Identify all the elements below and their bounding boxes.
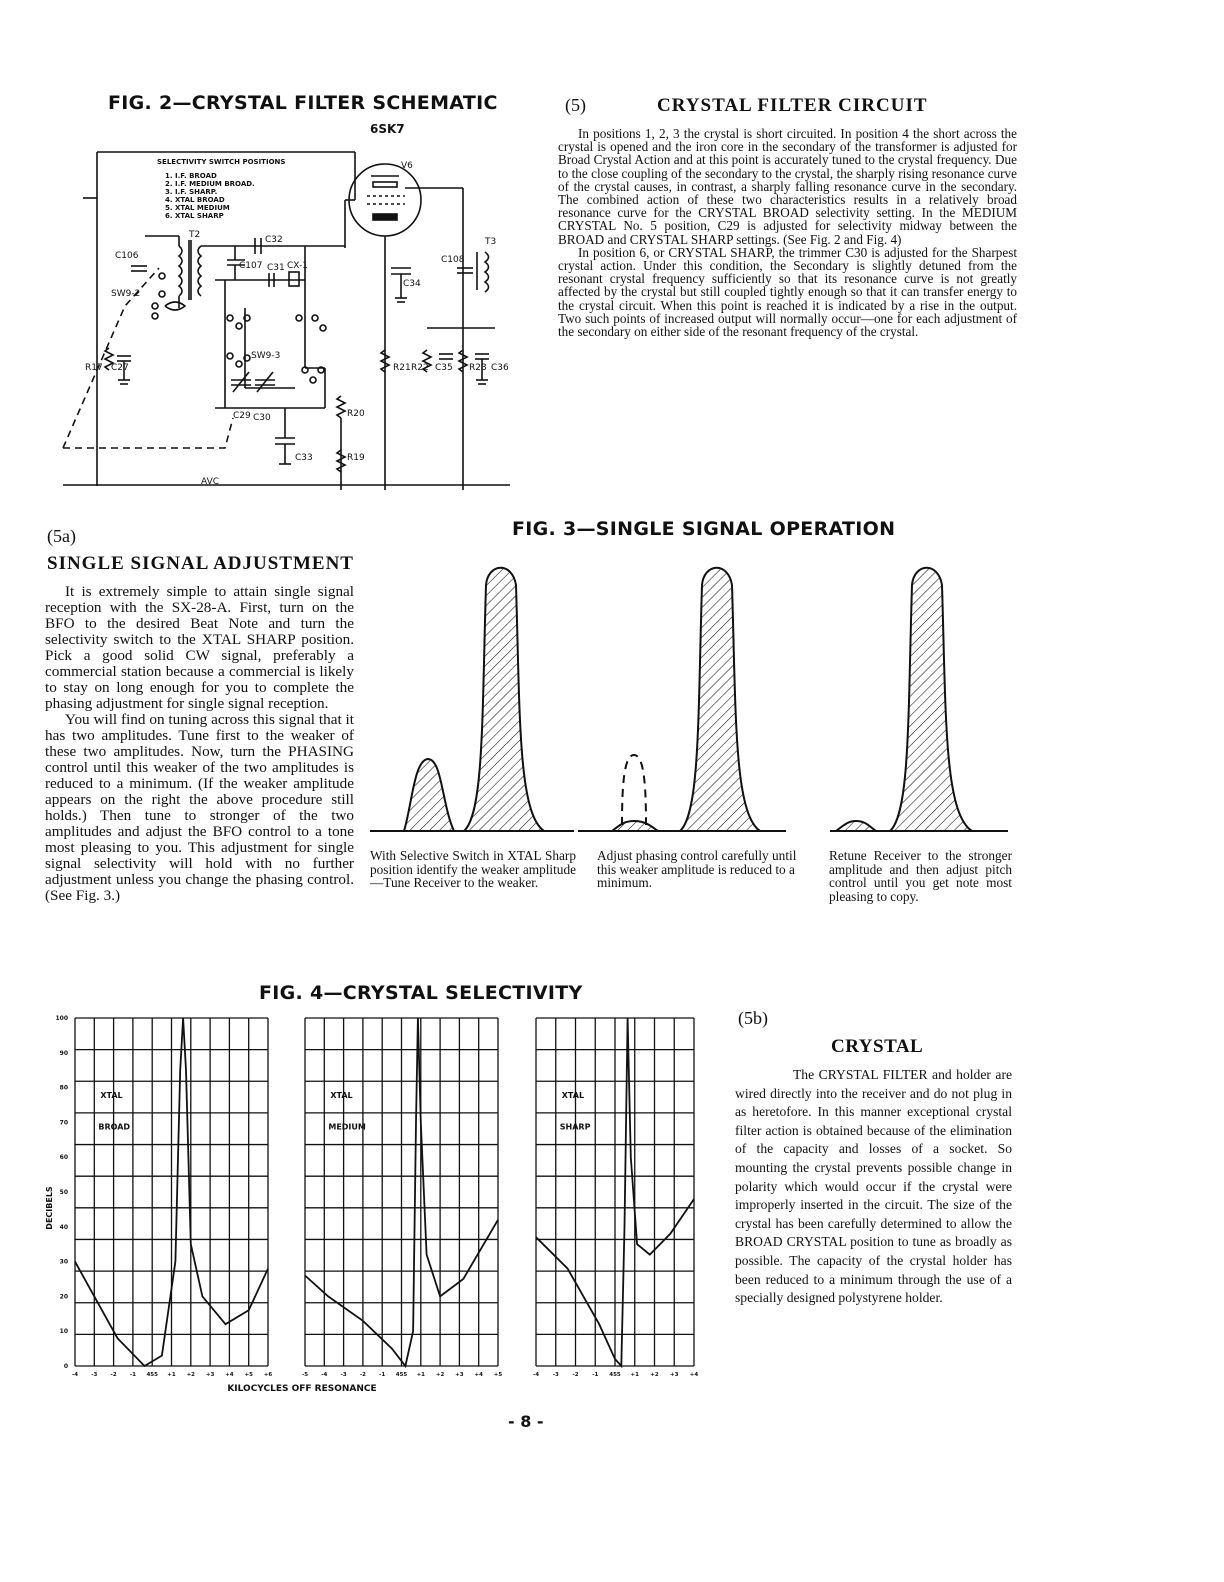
x-tick-label: -3 — [340, 1372, 347, 1378]
panel-label: SHARP — [559, 1122, 591, 1132]
label-c108: C108 — [441, 255, 465, 265]
label-c107: C107 — [239, 261, 263, 271]
x-tick-label: -5 — [301, 1372, 309, 1378]
y-tick-label: 70 — [59, 1119, 68, 1127]
switch-position: 4. XTAL BROAD — [165, 196, 225, 204]
label-c106: C106 — [115, 251, 139, 261]
x-tick-label: +3 — [455, 1372, 464, 1378]
x-axis-label: KILOCYCLES OFF RESONANCE — [227, 1384, 377, 1394]
section5a-heading: SINGLE SIGNAL ADJUSTMENT — [47, 553, 354, 574]
label-c33: C33 — [295, 453, 313, 463]
selectivity-panel-2 — [302, 1018, 502, 1378]
label-r21: R21 — [393, 363, 411, 373]
x-tick-label: -1 — [129, 1372, 136, 1378]
strong-peak — [464, 568, 544, 831]
label-c32: C32 — [265, 235, 283, 245]
section5a-number: (5a) — [47, 526, 76, 546]
section5-para1: In positions 1, 2, 3 the crystal is short circuited. In position 4 the short across the crystal is opened and the iron core in the secondary of the transformer is adjusted for Broad Crystal Action and at this point is accurately tuned to the crystal frequency. Due to the close coupling of the secondary to the crystal, the sharply rising resonance curve of the crystal causes, in contrast, a sharply falling resonance curve in the secondary. The combined action of these two characteristics results in a relatively broad resonance curve for the CRYSTAL BROAD selectivity setting. In the MEDIUM CRYSTAL No. 5 position, C29 is adjusted for selectivity midway between the BROAD and CRYSTAL SHARP settings. (See Fig. 2 and Fig. 4) — [558, 126, 1017, 247]
section5a-para2: You will find on tuning across this signal that it has two amplitudes. Tune first to the weaker of these two amplitudes. Now, turn the PHASING control until this weaker of the two amplitudes is reduced to a minimum. (If the weaker amplitude appears on the right the above procedure still holds.) Then tune to stronger of the two amplitudes and adjust the BFO control to a tone most pleasing to you. This adjustment for single signal selectivity will hold with no further adjustment unless you change the phasing control. (See Fig. 3.) — [45, 711, 354, 904]
selectivity-panel-3 — [533, 1018, 698, 1378]
fig4-title: FIG. 4—CRYSTAL SELECTIVITY — [259, 982, 583, 1004]
single-signal-diagram — [368, 555, 1008, 845]
label-c27: C27 — [111, 363, 129, 373]
panel-label: MEDIUM — [328, 1122, 366, 1132]
x-tick-label: -3 — [552, 1372, 559, 1378]
fig3-caption-3: Retune Receiver to the stronger amplitude and then adjust pitch control until you get note most pleasing to copy. — [829, 848, 1012, 904]
label-cx1: CX-1 — [287, 261, 308, 271]
panel-label: BROAD — [98, 1122, 131, 1132]
section5a-para1: It is extremely simple to attain single signal reception with the SX-28-A. First, turn on the BFO to the desired Beat Note and turn the selectivity switch to the XTAL SHARP position. Pick a good solid CW signal, preferably a commercial station because a commercial is likely to stay on long enough for you to complete the phasing adjustment for single signal reception. — [45, 583, 354, 712]
fig2-title: FIG. 2—CRYSTAL FILTER SCHEMATIC — [108, 92, 498, 114]
label-t2: T2 — [189, 230, 201, 240]
strong-peak — [680, 568, 760, 831]
tube-label: 6SK7 — [370, 122, 405, 136]
switch-position: 6. XTAL SHARP — [165, 212, 224, 220]
section5b-number: (5b) — [738, 1008, 768, 1028]
x-tick-label: +3 — [205, 1372, 215, 1378]
crystal-filter-schematic — [55, 118, 515, 498]
label-r19: R19 — [347, 453, 365, 463]
section5b-body — [735, 1066, 1012, 1308]
label-c36: C36 — [491, 363, 509, 373]
x-tick-label: +1 — [416, 1372, 426, 1378]
switch-positions-heading: SELECTIVITY SWITCH POSITIONS — [157, 158, 286, 166]
x-tick-label: +2 — [186, 1372, 196, 1378]
section5-body — [558, 127, 1017, 338]
y-tick-label: 50 — [59, 1189, 68, 1196]
y-tick-label: 80 — [59, 1084, 68, 1092]
panel-label: XTAL — [100, 1091, 123, 1101]
y-tick-label: 60 — [59, 1154, 68, 1162]
x-tick-label: 455 — [146, 1372, 158, 1378]
x-tick-label: +4 — [474, 1372, 483, 1378]
y-tick-label: 10 — [59, 1328, 68, 1336]
x-tick-label: +1 — [167, 1372, 176, 1378]
y-axis-label: DECIBELS — [45, 1186, 54, 1230]
x-tick-label: +3 — [670, 1372, 679, 1378]
y-tick-label: 30 — [59, 1258, 68, 1266]
x-tick-label: +1 — [630, 1372, 639, 1378]
switch-position: 1. I.F. BROAD — [165, 172, 217, 180]
page-number: - 8 - — [508, 1412, 544, 1431]
label-r23: R23 — [469, 363, 487, 373]
x-tick-label: -2 — [110, 1372, 117, 1378]
selectivity-panel-1 — [72, 1018, 272, 1378]
x-tick-label: +4 — [689, 1372, 699, 1378]
x-tick-label: -4 — [71, 1372, 79, 1378]
x-tick-label: +6 — [263, 1372, 273, 1378]
section5a-body — [45, 584, 354, 904]
weak-peak — [404, 759, 454, 831]
switch-position: 3. I.F. SHARP. — [165, 188, 218, 196]
x-tick-label: -4 — [532, 1372, 540, 1378]
section5b-para: The CRYSTAL FILTER and holder are wired directly into the receiver and do not plug in as heretofore. In this manner exceptional crystal filter action is obtained because of the elimination of the capacity and losses of a socket. So mounting the crystal prevents possible change in polarity which would occur if the crystal were improperly inserted in the circuit. The size of the crystal has been carefully determined to allow the BROAD CRYSTAL position to tune as broadly as possible. The capacity of the crystal holder has been reduced to a minimum through the use of a specially designed polystyrene holder. — [735, 1067, 1012, 1306]
x-tick-label: -4 — [321, 1372, 328, 1378]
x-tick-label: +4 — [225, 1372, 234, 1378]
crystal-selectivity-chart — [40, 1008, 720, 1398]
x-tick-label: +5 — [244, 1372, 253, 1378]
fig3-caption-2: Adjust phasing control carefully until this weaker amplitude is reduced to a minimum. — [597, 848, 797, 890]
x-tick-label: +2 — [435, 1372, 445, 1378]
x-tick-label: 455 — [395, 1372, 408, 1378]
fig3-caption-1: With Selective Switch in XTAL Sharp position identify the weaker amplitude—Tune Receiver to the weaker. — [370, 848, 576, 890]
label-c30: C30 — [253, 413, 271, 423]
label-r20: R20 — [347, 409, 365, 419]
x-tick-label: -3 — [91, 1372, 98, 1378]
label-sw9-3: SW9-3 — [251, 351, 281, 361]
strong-peak — [890, 568, 972, 831]
label-r22: R22 — [411, 363, 429, 373]
label-c29: C29 — [233, 411, 251, 421]
label-avc: AVC — [201, 477, 220, 487]
section5-heading: CRYSTAL FILTER CIRCUIT — [657, 95, 928, 116]
reduced-peak — [836, 821, 876, 831]
label-c34: C34 — [403, 279, 421, 289]
y-tick-label: 100 — [55, 1015, 68, 1022]
x-tick-label: -2 — [359, 1372, 366, 1378]
fig3-title: FIG. 3—SINGLE SIGNAL OPERATION — [512, 518, 896, 540]
x-tick-label: -1 — [592, 1372, 599, 1378]
y-tick-label: 40 — [59, 1223, 68, 1231]
panel-label: XTAL — [561, 1091, 585, 1101]
y-tick-label: 90 — [59, 1049, 68, 1057]
section5-number: (5) — [565, 95, 586, 115]
y-tick-label: 20 — [59, 1293, 68, 1301]
switch-position: 5. XTAL MEDIUM — [165, 204, 230, 212]
original-weak-peak-outline — [622, 755, 646, 825]
label-sw9-2: SW9-2 — [111, 289, 141, 299]
panel-label: XTAL — [330, 1091, 353, 1101]
reduced-peak — [612, 821, 658, 831]
switch-position: 2. I.F. MEDIUM BROAD. — [165, 180, 255, 188]
x-tick-label: +5 — [493, 1372, 503, 1378]
section5-para2: In position 6, or CRYSTAL SHARP, the trimmer C30 is adjusted for the Sharpest crystal action. Under this condition, the Secondary is slightly detuned from the resonant crystal frequency sufficiently so that its resonance curve is not greatly affected by the crystal but still coupled tightly enough so that it can transfer energy to the crystal circuit. When this point is reached it is indicated by a rise in the output. Two such points of increased output will normally occur—one for each adjustment of the secondary on either side of the resonant frequency of the crystal. — [558, 244, 1017, 340]
label-t3: T3 — [485, 237, 497, 247]
label-r17: R17 — [85, 363, 103, 373]
x-tick-label: -2 — [572, 1372, 579, 1378]
section5b-heading: CRYSTAL — [831, 1036, 924, 1057]
label-v6: V6 — [401, 161, 413, 171]
label-c31: C31 — [267, 263, 285, 273]
x-tick-label: -1 — [379, 1372, 386, 1378]
x-tick-label: +2 — [650, 1372, 659, 1378]
y-tick-label: 0 — [63, 1363, 68, 1370]
x-tick-label: 455 — [609, 1372, 621, 1378]
label-c35: C35 — [435, 363, 453, 373]
